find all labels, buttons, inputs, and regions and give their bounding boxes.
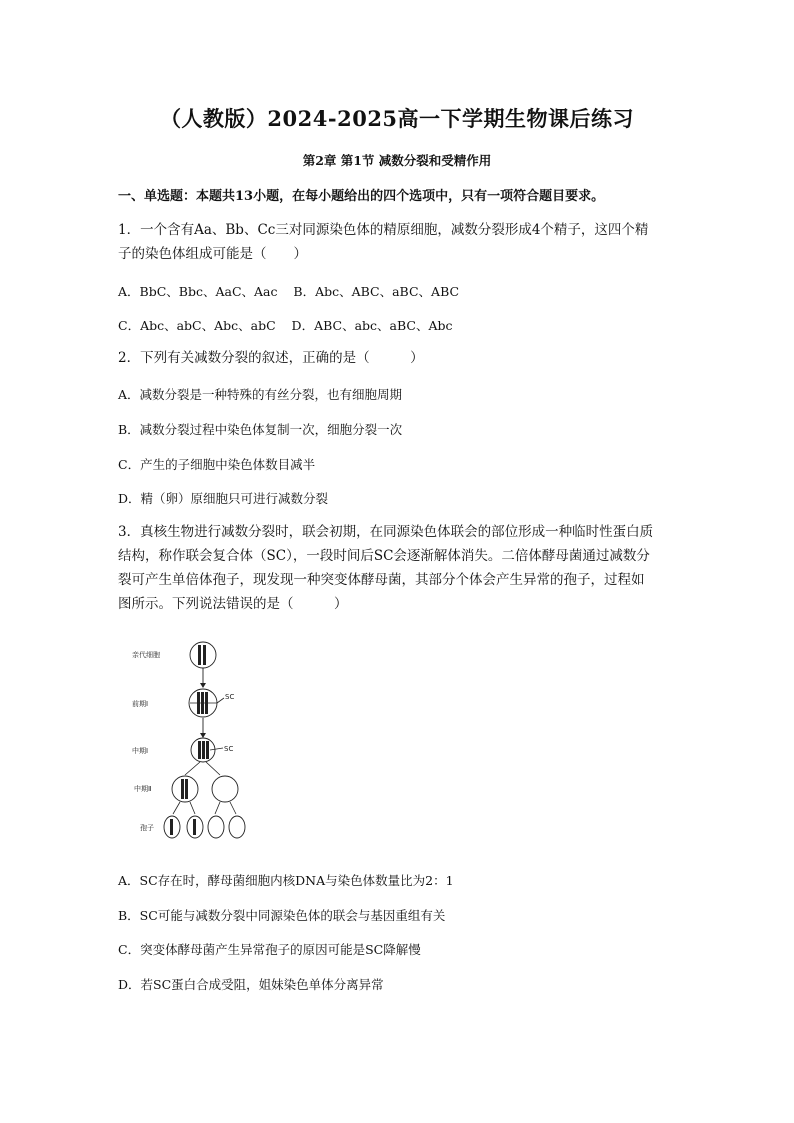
label-metaphase-2: 中期Ⅱ <box>134 785 152 793</box>
page-title: （人教版）2024-2025高一下学期生物课后练习 <box>159 106 635 131</box>
label-sc-1: SC <box>225 693 235 701</box>
question-2-option-d: D．精（卵）原细胞只可进行减数分裂 <box>118 491 329 506</box>
label-prophase-1: 前期Ⅰ <box>132 700 149 708</box>
question-3-option-d: D．若SC蛋白合成受阻，姐妹染色单体分离异常 <box>118 977 384 992</box>
meiosis-figure <box>130 638 260 843</box>
label-metaphase-1: 中期Ⅰ <box>132 747 149 755</box>
arrow-icon <box>200 683 206 688</box>
question-3-line-3: 裂可产生单倍体孢子，现发现一种突变体酵母菌，其部分个体会产生异常的孢子，过程如 <box>118 572 645 588</box>
question-2-option-c: C．产生的子细胞中染色体数目减半 <box>118 457 316 472</box>
question-1-options-ab: A．BbC、Bbc、AaC、Aac B．Abc、ABC、aBC、ABC <box>118 284 460 299</box>
spore <box>229 816 245 838</box>
chromosome <box>203 645 206 665</box>
question-3-option-a: A．SC存在时，酵母菌细胞内核DNA与染色体数量比为2：1 <box>118 873 454 888</box>
label-sc-2: SC <box>224 745 234 753</box>
question-3-line-1: 3．真核生物进行减数分裂时，联会初期，在同源染色体联会的部位形成一种临时性蛋白质 <box>118 524 654 540</box>
page-subtitle: 第2章 第1节 减数分裂和受精作用 <box>302 153 492 168</box>
question-3-line-2: 结构，称作联会复合体（SC），一段时间后SC会逐渐解体消失。二倍体酵母菌通过减数分 <box>118 548 650 564</box>
question-3-option-c: C．突变体酵母菌产生异常孢子的原因可能是SC降解慢 <box>118 942 421 957</box>
question-2-option-b: B．减数分裂过程中染色体复制一次，细胞分裂一次 <box>118 422 403 437</box>
question-1-stem <box>118 218 678 266</box>
question-3-option-b: B．SC可能与减数分裂中同源染色体的联会与基因重组有关 <box>118 908 446 923</box>
label-parent-cell: 亲代细胞 <box>132 651 160 659</box>
spore <box>208 816 224 838</box>
question-2-option-a: A．减数分裂是一种特殊的有丝分裂，也有细胞周期 <box>118 387 403 402</box>
label-spore: 孢子 <box>140 824 154 832</box>
question-1-line-1: 1．一个含有Aa、Bb、Cc三对同源染色体的精原细胞，减数分裂形成4个精子，这四个精 <box>118 222 649 238</box>
question-1-line-2: 子的染色体组成可能是（ ） <box>118 246 307 262</box>
question-2-stem: 2．下列有关减数分裂的叙述，正确的是（ ） <box>118 350 424 366</box>
section-heading: 一、单选题：本题共13小题，在每小题给出的四个选项中，只有一项符合题目要求。 <box>118 189 605 204</box>
question-3-stem <box>118 520 678 616</box>
chromosome <box>198 645 201 665</box>
arrow-icon <box>200 733 206 738</box>
question-1-options-cd: C．Abc、abC、Abc、abC D．ABC、abc、aBC、Abc <box>118 318 453 333</box>
metaphase-2-cell-right <box>212 776 238 802</box>
question-3-line-4: 图所示。下列说法错误的是（ ） <box>118 596 348 612</box>
